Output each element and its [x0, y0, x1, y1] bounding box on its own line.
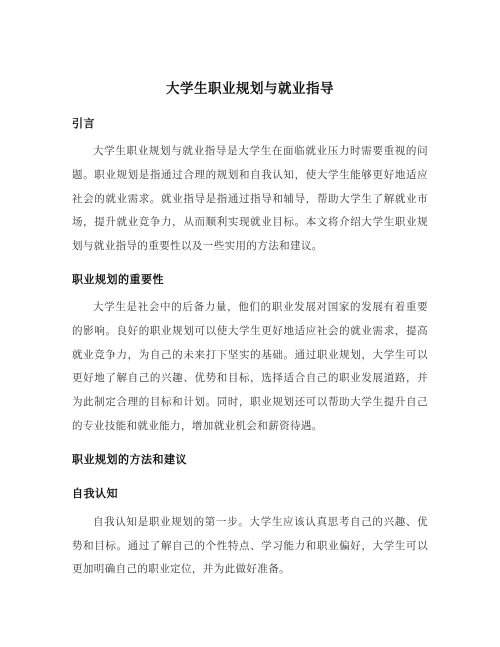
- paragraph-self-knowledge: 自我认知是职业规划的第一步。大学生应该认真思考自己的兴趣、优势和目标。通过了解自己的个性特点、学习能力和职业偏好，大学生可以更加明确自己的职业定位，并为此做好准备。: [72, 515, 428, 576]
- paragraph-importance: 大学生是社会中的后备力量，他们的职业发展对国家的发展有着重要的影响。良好的职业规划可以使大学生更好地适应社会的就业需求，提高就业竞争力，为自己的未来打下坚实的基础。通过职业规划，大学生可以更好地了解自己的兴趣、优势和目标，选择适合自己的职业发展道路，并为此制定合理的目标和计划。同时，职业规划还可以帮助大学生提升自己的专业技能和就业能力，增加就业机会和薪资待遇。: [72, 300, 428, 432]
- paragraph-introduction: 大学生职业规划与就业指导是大学生在面临就业压力时需要重视的问题。职业规划是指通过合理的规划和自我认知，使大学生能够更好地适应社会的就业需求。就业指导是指通过指导和辅导，帮助大学生了解就业市场，提升就业竞争力，从而顺利实现就业目标。本文将介绍大学生职业规划与就业指导的重要性以及一些实用的方法和建议。: [72, 145, 428, 253]
- document-title: 大学生职业规划与就业指导: [166, 81, 334, 97]
- section-heading-methods: 职业规划的方法和建议: [72, 452, 187, 466]
- subsection-heading-self-knowledge: 自我认知: [72, 486, 118, 500]
- section-heading-introduction: 引言: [72, 117, 95, 130]
- section-heading-importance: 职业规划的重要性: [72, 272, 164, 286]
